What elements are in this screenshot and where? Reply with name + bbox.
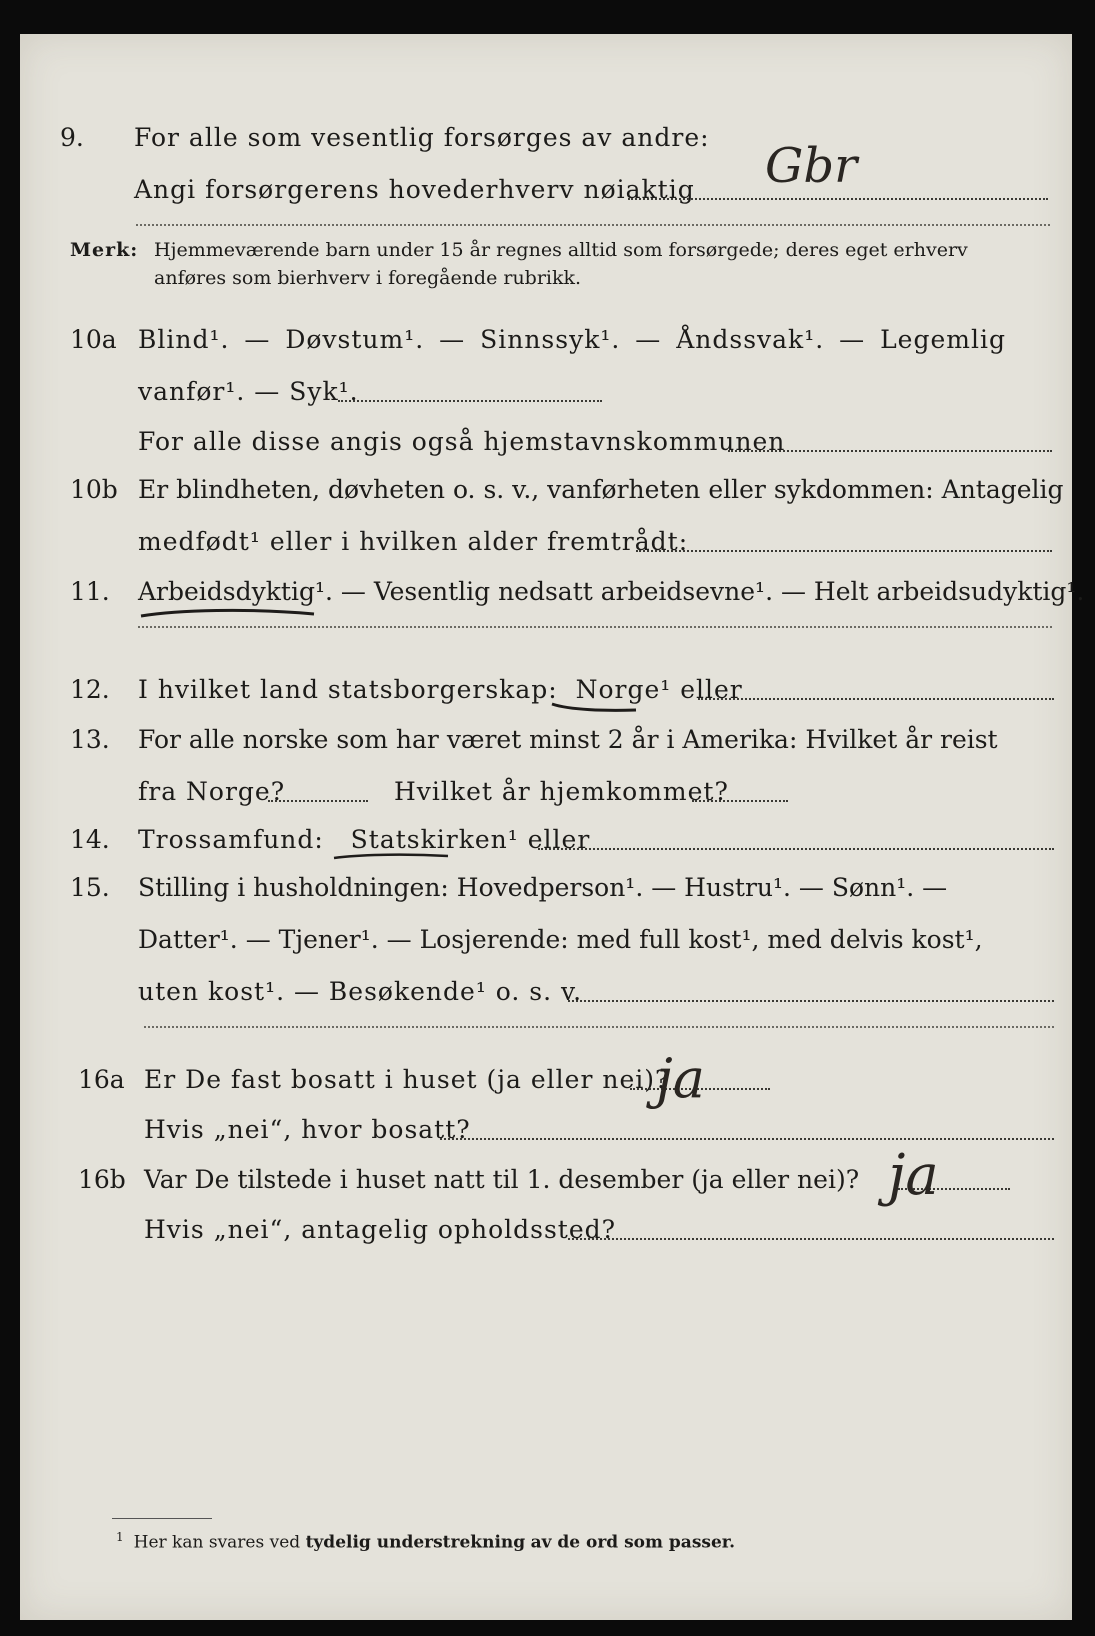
question-number: 15. (70, 873, 110, 902)
question-number: 10a (70, 325, 117, 354)
question-text: Var De tilstede i huset natt til 1. desember (ja eller nei)? (144, 1165, 860, 1194)
question-number: 13. (70, 725, 110, 754)
question-number: 16b (78, 1165, 126, 1194)
question-16a (20, 1058, 1072, 1102)
footnote-emphasis: tydelig understrekning (305, 1532, 526, 1553)
question-text (138, 570, 1084, 614)
question-text: vanfør¹. — Syk¹. (138, 377, 359, 406)
question-text: Hvis „nei“, hvor bosatt? (144, 1115, 471, 1144)
merk-note-line-1: Hjemmeværende barn under 15 år regnes alltid som forsørgede; deres eget erhverv (154, 239, 968, 261)
separator (136, 224, 1050, 226)
handwritten-answer-9: Gbr (765, 138, 858, 194)
question-9-line-2 (20, 168, 1072, 212)
question-text: For alle disse angis også hjemstavnskommunen (138, 427, 786, 456)
question-text: For alle norske som har været minst 2 år i Amerika: Hvilket år reist (138, 725, 998, 754)
option-arbeidsdyktig[interactable]: Arbeidsdyktig (138, 577, 315, 606)
question-text: Angi forsørgerens hovederhverv nøiaktig (134, 175, 695, 204)
question-label: I hvilket land statsborgerskap: (138, 675, 558, 704)
question-text: Datter¹. — Tjener¹. — Losjerende: med full kost¹, med delvis kost¹, (138, 925, 983, 954)
answer-field-16a-bosatt[interactable] (440, 1138, 1054, 1140)
answer-field-16b-opholdssted[interactable] (568, 1238, 1054, 1240)
question-number: 14. (70, 825, 110, 854)
question-number: 16a (78, 1065, 125, 1094)
question-text: medfødt¹ eller i hvilken alder fremtrådt: (138, 527, 689, 556)
answer-field-10b[interactable] (636, 550, 1052, 552)
answer-field-14[interactable] (538, 848, 1054, 850)
question-text: uten kost¹. — Besøkende¹ o. s. v. (138, 977, 583, 1006)
question-13 (20, 718, 1072, 762)
separator (144, 1026, 1054, 1028)
question-number: 9. (60, 123, 84, 152)
handwritten-answer-16a: ja (656, 1047, 705, 1110)
merk-note-line-2: anføres som bierhverv i foregående rubrikk. (154, 267, 582, 289)
question-text: Blind¹. — Døvstum¹. — Sinnssyk¹. — Åndssvak¹. — Legemlig (138, 325, 1006, 354)
question-11 (20, 570, 1085, 614)
footnote-text: Her kan svares ved (133, 1532, 301, 1553)
merk-label: Merk: (70, 239, 139, 261)
option-norge[interactable]: Norge (575, 675, 661, 704)
question-number: 11. (70, 577, 110, 606)
answer-field-13-hjemkommet[interactable] (692, 800, 788, 802)
question-number: 12. (70, 675, 110, 704)
question-text: Er blindheten, døvheten o. s. v., vanførheten eller sykdommen: Antagelig (138, 475, 1064, 504)
footnote-text-end: av de ord som passer. (530, 1532, 736, 1553)
option-statskirken[interactable]: Statskirken (350, 825, 508, 854)
question-text: Stilling i husholdningen: Hovedperson¹. — Hustru¹. — Sønn¹. — (138, 873, 948, 902)
question-10a-line-2 (20, 370, 1072, 414)
footnote (116, 1530, 735, 1553)
footnote-rule (112, 1518, 212, 1519)
question-number: 10b (70, 475, 118, 504)
question-text: For alle som vesentlig forsørges av andre: (134, 123, 710, 152)
question-9 (20, 116, 1072, 160)
question-label: Trossamfund: (138, 825, 324, 854)
question-text: Hvilket år hjemkommet? (394, 777, 729, 806)
question-text: Er De fast bosatt i huset (ja eller nei)? (144, 1065, 670, 1094)
separator (138, 626, 1052, 628)
question-options: ¹. — Vesentlig nedsatt arbeidsevne¹. — Helt arbeidsudyktig¹. (314, 577, 1085, 606)
question-suffix: ¹ eller (507, 825, 591, 854)
footnote-mark: 1 (116, 1530, 124, 1544)
question-15-line-2 (20, 918, 1072, 962)
question-suffix: ¹ eller (660, 675, 743, 704)
answer-field-10a-hjemstavn[interactable] (728, 450, 1052, 452)
question-16b-line-2 (20, 1208, 1072, 1252)
question-text: fra Norge? (138, 777, 286, 806)
answer-field-13-reist[interactable] (268, 800, 368, 802)
answer-field-15[interactable] (568, 1000, 1054, 1002)
question-14 (20, 818, 1072, 862)
answer-field-12[interactable] (698, 698, 1054, 700)
handwritten-answer-16b: ja (888, 1143, 939, 1208)
question-15-line-3 (20, 970, 1072, 1014)
answer-field-10a-syk[interactable] (338, 400, 602, 402)
question-10a-line-3 (20, 420, 1072, 464)
question-text (138, 668, 743, 712)
merk-note (70, 236, 138, 264)
question-13-line-2 (20, 770, 1072, 814)
question-text: Hvis „nei“, antagelig opholdssted? (144, 1215, 617, 1244)
question-10a (20, 318, 1072, 362)
census-form-page (20, 34, 1085, 1620)
question-12 (20, 668, 1072, 712)
question-10b (20, 468, 1072, 512)
question-10b-line-2 (20, 520, 1072, 564)
answer-field-9[interactable] (628, 198, 1048, 200)
question-text (138, 818, 590, 862)
question-15 (20, 866, 1072, 910)
